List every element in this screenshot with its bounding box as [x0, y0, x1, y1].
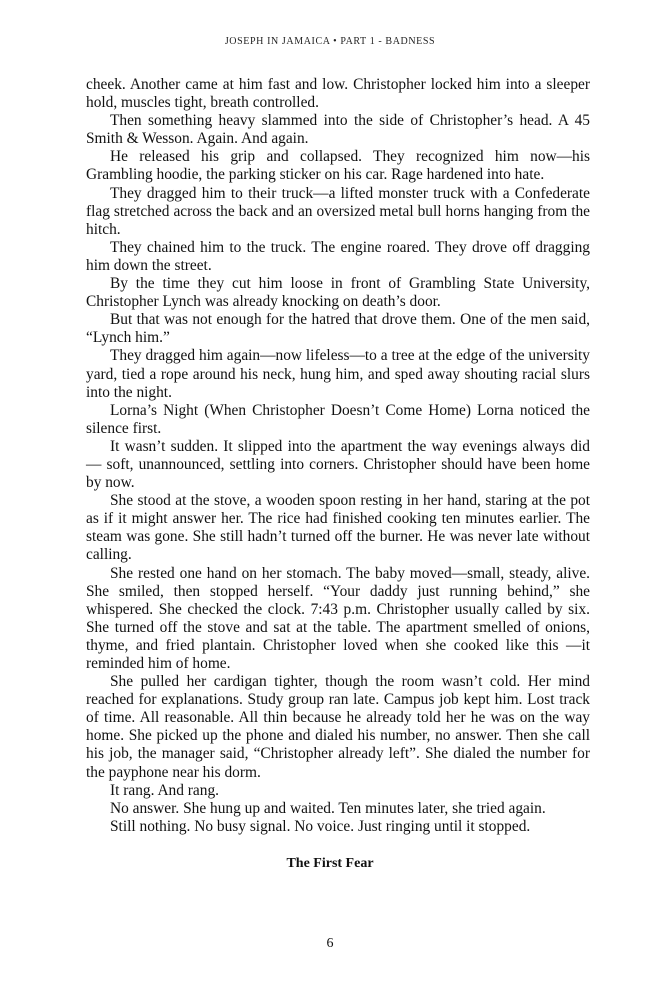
paragraph: She rested one hand on her stomach. The baby moved—small, steady, alive. She smiled, then stopped herself. “Your daddy just running behind,” she whispered. She checked the clock. 7:43 p.m. Christopher usually called by six. She turned off the stove and sat at the table. The apartment smelled of onions, thyme, and fried plantain. Christopher loved when she cooked like this —it reminded him of home.: [86, 564, 590, 672]
paragraph: cheek. Another came at him fast and low. Christopher locked him into a sleeper hold, muscles tight, breath controlled.: [86, 76, 590, 112]
paragraph: She stood at the stove, a wooden spoon resting in her hand, staring at the pot as if it might answer her. The rice had finished cooking ten minutes earlier. The steam was gone. She still hadn’t turned off the burner. He was never late without calling.: [86, 492, 590, 564]
paragraph: Then something heavy slammed into the side of Christopher’s head. A 45 Smith & Wesson. Again. And again.: [86, 112, 590, 148]
paragraph: It wasn’t sudden. It slipped into the apartment the way evenings always did — soft, unannounced, settling into corners. Christopher should have been home by now.: [86, 437, 590, 492]
paragraph: Still nothing. No busy signal. No voice. Just ringing until it stopped.: [110, 817, 531, 835]
paragraph: He released his grip and collapsed. They recognized him now—his Grambling hoodie, the parking sticker on his car. Rage hardened into hate.: [86, 148, 590, 184]
paragraph: They dragged him again—now lifeless—to a tree at the edge of the university yard, tied a rope around his neck, hung him, and sped away shouting racial slurs into the night.: [86, 347, 590, 401]
section-heading: The First Fear: [286, 856, 374, 871]
paragraph: By the time they cut him loose in front of Grambling State University, Christopher Lynch was already knocking on death’s door.: [86, 275, 590, 311]
paragraph: No answer. She hung up and waited. Ten minutes later, she tried again.: [110, 799, 546, 817]
paragraph: It rang. And rang.: [110, 781, 219, 799]
body-text: [86, 76, 590, 836]
paragraph: They dragged him to their truck—a lifted monster truck with a Confederate flag stretched across the back and an oversized metal bull horns hanging from the hitch.: [86, 184, 590, 238]
paragraph: Lorna’s Night (When Christopher Doesn’t Come Home) Lorna noticed the silence first.: [86, 401, 590, 437]
page-number: 6: [326, 936, 334, 951]
paragraph: They chained him to the truck. The engine roared. They drove off dragging him down the street.: [86, 238, 590, 274]
paragraph: But that was not enough for the hatred that drove them. One of the men said, “Lynch him.”: [86, 311, 590, 347]
paragraph: She pulled her cardigan tighter, though the room wasn’t cold. Her mind reached for explanations. Study group ran late. Campus job kept him. Lost track of time. All reasonable. All thin because he already told her he was on the way home. She picked up the phone and dialed his number, no answer. Then she call his job, the manager said, “Christopher already left”. She dialed the number for the payphone near his dorm.: [86, 673, 590, 781]
running-head: JOSEPH IN JAMAICA • PART 1 - BADNESS: [224, 36, 436, 47]
